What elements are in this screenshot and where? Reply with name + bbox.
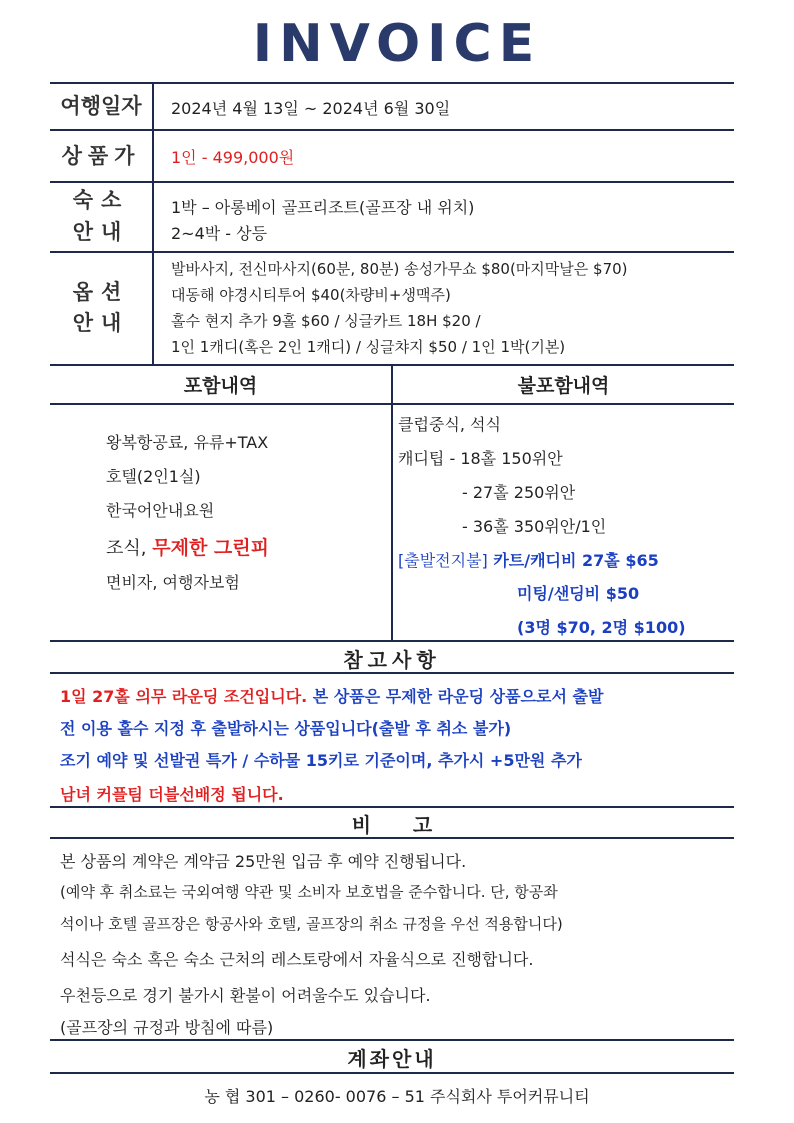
bank-account-info: 농 협 301 – 0260- 0076 – 51 주식회사 투어커뮤니티 (204, 1087, 590, 1106)
included-excluded-divider (391, 364, 393, 640)
invoice-title: INVOICE (252, 14, 542, 74)
price-value: 1인 - 499,000원 (171, 148, 295, 167)
unlimited-green-fee-highlight: 무제한 그린피 (152, 537, 269, 559)
rule-after-account-header (50, 1072, 734, 1074)
notes-line-4: 남녀 커플팀 더블선배정 됩니다. (60, 785, 284, 804)
options-line-1: 발바사지, 전신마사지(60분, 80분) 송성가무쇼 $80(마지막날은 $70) (171, 260, 628, 278)
remarks-line-3: 석이나 호텔 골프장은 항공사와 호텔, 골프장의 취소 규정을 우선 적용합니다) (60, 915, 563, 933)
included-item-visa-insurance: 면비자, 여행자보험 (106, 573, 240, 592)
remarks-line-1: 본 상품의 계약은 계약금 25만원 입금 후 예약 진행됩니다. (60, 852, 467, 871)
rule-before-notes (50, 640, 734, 642)
included-item-hotel: 호텔(2인1실) (106, 467, 201, 486)
account-header: 계좌안내 (347, 1047, 437, 1071)
travel-date-label: 여행일자 (60, 94, 142, 118)
prepaid-cart-text: 카트/캐디비 27홀 $65 (493, 551, 659, 570)
excluded-item-group-fee: (3명 $70, 2명 $100) (517, 618, 686, 637)
excluded-item-meeting-fee: 미팅/샌딩비 $50 (517, 584, 640, 603)
included-item-guide: 한국어안내요원 (106, 501, 215, 520)
included-item-breakfast (106, 533, 269, 560)
label-column-divider (152, 82, 154, 364)
excluded-item-caddie-tip-36: - 36홀 350위안/1인 (462, 517, 607, 536)
lodging-line-2: 2~4박 - 상등 (171, 224, 268, 243)
included-item-airfare: 왕복항공료, 유류+TAX (106, 433, 269, 452)
excluded-item-caddie-tip-27: - 27홀 250위안 (462, 483, 576, 502)
travel-date-value: 2024년 4월 13일 ~ 2024년 6월 30일 (171, 99, 451, 118)
included-header: 포함내역 (183, 375, 258, 397)
options-line-4: 1인 1캐디(혹은 2인 1캐디) / 싱글챠지 $50 / 1인 1박(기본) (171, 338, 566, 356)
rule-before-account (50, 1039, 734, 1041)
lodging-label-1: 숙소 (72, 188, 130, 212)
options-label-1: 옵션 (72, 280, 130, 304)
excluded-header: 불포함내역 (517, 375, 610, 397)
remarks-line-4: 석식은 숙소 혹은 숙소 근처의 레스토랑에서 자율식으로 진행합니다. (60, 950, 534, 969)
lodging-line-1: 1박 – 아롱베이 골프리조트(골프장 내 위치) (171, 198, 475, 217)
notes-line-1-red: 1일 27홀 의무 라운딩 조건입니다. (60, 687, 308, 706)
options-line-2: 대동해 야경시티투어 $40(차량비+생맥주) (171, 286, 451, 304)
remarks-line-6: (골프장의 규정과 방침에 따름) (60, 1018, 274, 1037)
remarks-line-2: (예약 후 취소료는 국외여행 약관 및 소비자 보호법을 준수합니다. 단, 항공좌 (60, 883, 558, 901)
notes-line-1 (60, 684, 603, 707)
notes-line-1-blue: 본 상품은 무제한 라운딩 상품으로서 출발 (307, 687, 604, 706)
included-breakfast-text: 조식, (106, 538, 153, 559)
options-line-3: 홀수 현지 추가 9홀 $60 / 싱글카트 18H $20 / (171, 312, 481, 330)
notes-header: 참고사항 (343, 648, 441, 672)
excluded-item-meals: 클럽중식, 석식 (398, 415, 501, 434)
remarks-header: 비 고 (351, 813, 433, 837)
lodging-label-2: 안내 (72, 220, 130, 244)
rule-before-remarks (50, 806, 734, 808)
remarks-line-5: 우천등으로 경기 불가시 환불이 어려울수도 있습니다. (60, 986, 431, 1005)
excluded-item-prepaid-cart (398, 548, 659, 571)
options-label-2: 안내 (72, 311, 130, 335)
excluded-item-caddie-tip-18: 캐디팁 - 18홀 150위안 (398, 449, 563, 468)
price-label: 상품가 (61, 144, 141, 168)
notes-line-3: 조기 예약 및 선발권 특가 / 수하물 15키로 기준이며, 추가시 +5만원 추가 (60, 751, 582, 770)
notes-line-2: 전 이용 홀수 지정 후 출발하시는 상품입니다(출발 후 취소 불가) (60, 719, 512, 738)
prepaid-bracket: [출발전지불] (398, 551, 488, 570)
